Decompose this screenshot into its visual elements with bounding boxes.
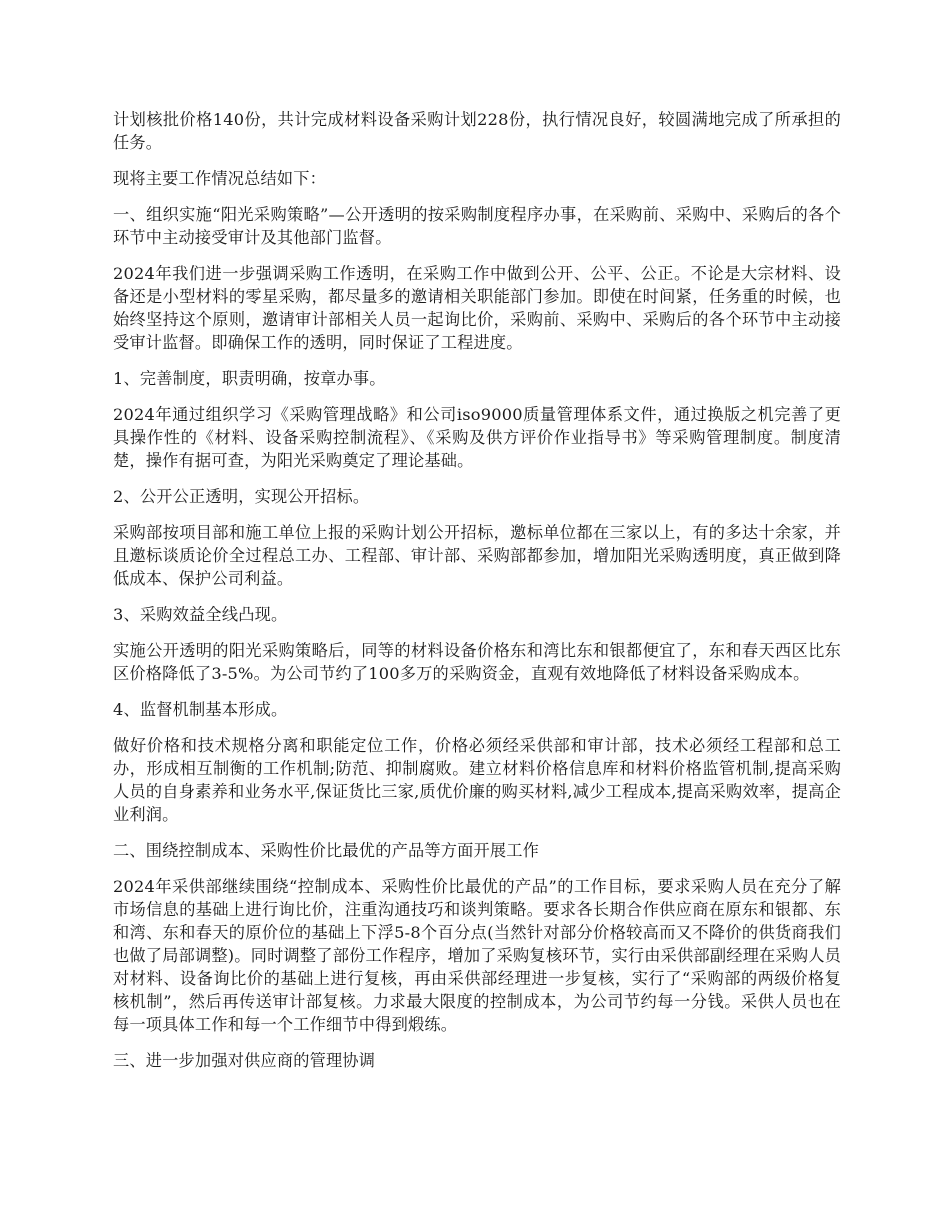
paragraph-supervision: 做好价格和技术规格分离和职能定位工作，价格必须经采供部和审计部，技术必须经工程部和总工办，形成相互制衡的工作机制;防范、抑制腐败。建立材料价格信息库和材料价格监管机制,提高采购人员的自身素养和业务水平,保证货比三家,质优价廉的购买材料,减少工程成本,提高采购效率，提高企业利润。 xyxy=(113,736,841,824)
paragraph-tendering: 采购部按项目部和施工单位上报的采购计划公开招标，邀标单位都在三家以上，有的多达十余家，并且邀标谈质论价全过程总工办、工程部、审计部、采购部都参加，增加阳光采购透明度，真正做到降低成本、保护公司利益。 xyxy=(113,523,841,588)
paragraph-system: 2024年通过组织学习《采购管理战略》和公司iso9000质量管理体系文件，通过换版之机完善了更具操作性的《材料、设备采购控制流程》、《采购及供方评价作业指导书》等采购管理制度。制度清楚，操作有据可查，为阳光采购奠定了理论基础。 xyxy=(113,405,841,470)
paragraph-transparency: 2024年我们进一步强调采购工作透明，在采购工作中做到公开、公平、公正。不论是大宗材料、设备还是小型材料的零星采购，都尽量多的邀请相关职能部门参加。即使在时间紧，任务重的时候，也始终坚持这个原则，邀请审计部相关人员一起询比价，采购前、采购中、采购后的各个环节中主动接受审计监督。即确保工作的透明，同时保证了工程进度。 xyxy=(113,264,841,352)
subheading-2: 2、公开公正透明，实现公开招标。 xyxy=(113,487,370,506)
paragraph-benefits: 实施公开透明的阳光采购策略后，同等的材料设备价格东和湾比东和银都便宜了，东和春天西区比东区价格降低了3-5%。为公司节约了100多万的采购资金，直观有效地降低了材料设备采购成本。 xyxy=(113,641,841,683)
paragraph-intro-summary: 计划核批价格140份，共计完成材料设备采购计划228份，执行情况良好，较圆满地完成了所承担的任务。 xyxy=(113,110,841,152)
subheading-1: 1、完善制度，职责明确，按章办事。 xyxy=(113,369,386,388)
subheading-4: 4、监督机制基本形成。 xyxy=(113,700,288,719)
paragraph-summary-lead: 现将主要工作情况总结如下： xyxy=(113,169,327,188)
paragraph-cost-control: 2024年采供部继续围绕“控制成本、采购性价比最优的产品”的工作目标，要求采购人员在充分了解市场信息的基础上进行询比价，注重沟通技巧和谈判策略。要求各长期合作供应商在原东和银都、东和湾、东和春天的原价位的基础上下浮5-8个百分点(当然针对部分价格较高而又不降价的供货商我们也做了局部调整)。同时调整了部份工作程序，增加了采购复核环节，实行由采供部副经理在采购人员对材料、设备询比价的基础上进行复核，再由采供部经理进一步复核，实行了“采购部的两级价格复核机制”，然后再传送审计部复核。力求最大限度的控制成本，为公司节约每一分钱。采供人员也在每一项具体工作和每一个工作细节中得到煅练。 xyxy=(113,877,841,1034)
section-heading-1: 一、组织实施“阳光采购策略”—公开透明的按采购制度程序办事，在采购前、采购中、采购后的各个环节中主动接受审计及其他部门监督。 xyxy=(113,205,841,247)
section-heading-3: 三、进一步加强对供应商的管理协调 xyxy=(113,1051,376,1070)
document-page xyxy=(113,108,841,1085)
subheading-3: 3、采购效益全线凸现。 xyxy=(113,605,288,624)
section-heading-2: 二、围绕控制成本、采购性价比最优的产品等方面开展工作 xyxy=(113,841,540,860)
